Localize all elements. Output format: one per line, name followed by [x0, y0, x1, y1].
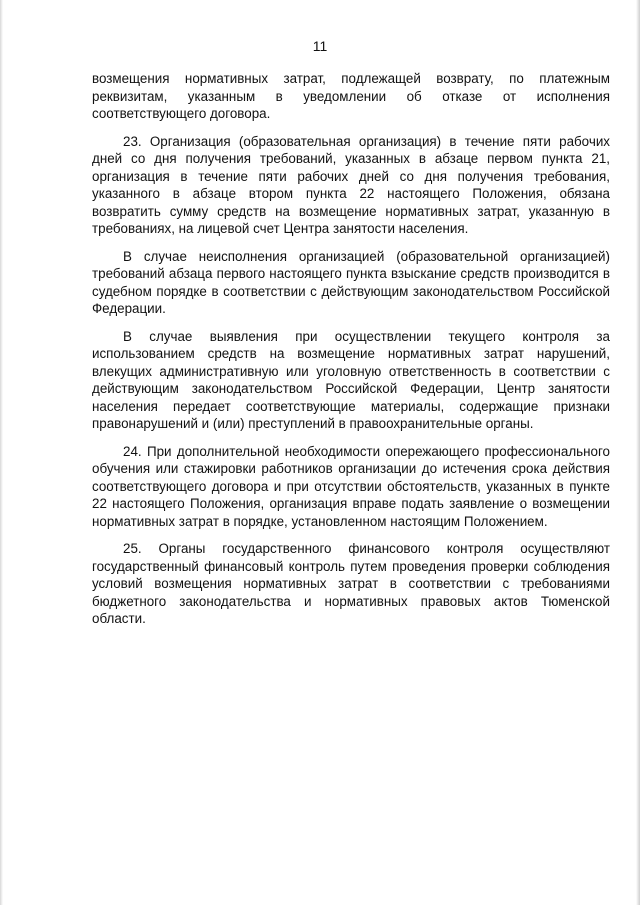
paragraph-item-25: 25. Органы государственного финансового контроля осуществляют государственный финансовый контроль путем проведения проверки соблюдения условий возмещения нормативных затрат в соответствии с требованиями бюджетного законодательства и нормативных правовых актов Тюменской области.: [92, 541, 610, 626]
paragraph-item-24: 24. При дополнительной необходимости опережающего профессионального обучения или стажировки работников организации до истечения срока действия соответствующего договора и при отсутствии обстоятельств, указанных в пункте 22 настоящего Положения, организация вправе подать заявление о возмещении нормативных затрат в порядке, установленном настоящим Положением.: [92, 443, 610, 529]
paragraph-nonfulfillment: В случае неисполнения организацией (образовательной организацией) требований абзаца первого настоящего пункта взыскание средств производится в судебном порядке в соответствии с действующим законодательством Российской Федерации.: [92, 248, 610, 316]
scan-edge-right: [636, 0, 640, 905]
paragraph-item-23: 23. Организация (образовательная организация) в течение пяти рабочих дней со дня получения требований, указанных в абзаце первом пункта 21, организация в течение пяти рабочих дней со дня получения требования, указанного в абзаце втором пункта 22 настоящего Положения, обязана возвратить сумму средств на возмещение нормативных затрат, указанную в требованиях, на лицевой счет Центра занятости населения.: [92, 133, 610, 236]
paragraph-violations: В случае выявления при осуществлении текущего контроля за использованием средств на возмещение нормативных затрат нарушений, влекущих административную или уголовную ответственность в соответствии с действующим законодательством Российской Федерации, Центр занятости населения передает соответствующие материалы, содержащие признаки правонарушений и (или) преступлений в правоохранительные органы.: [92, 328, 610, 431]
page-number: 11: [312, 38, 328, 54]
paragraph-continuation: возмещения нормативных затрат, подлежащей возврату, по платежным реквизитам, указанным в уведомлении об отказе от исполнения соответствующего договора.: [92, 71, 610, 121]
document-body: [92, 70, 610, 638]
scan-edge-left: [0, 0, 3, 905]
